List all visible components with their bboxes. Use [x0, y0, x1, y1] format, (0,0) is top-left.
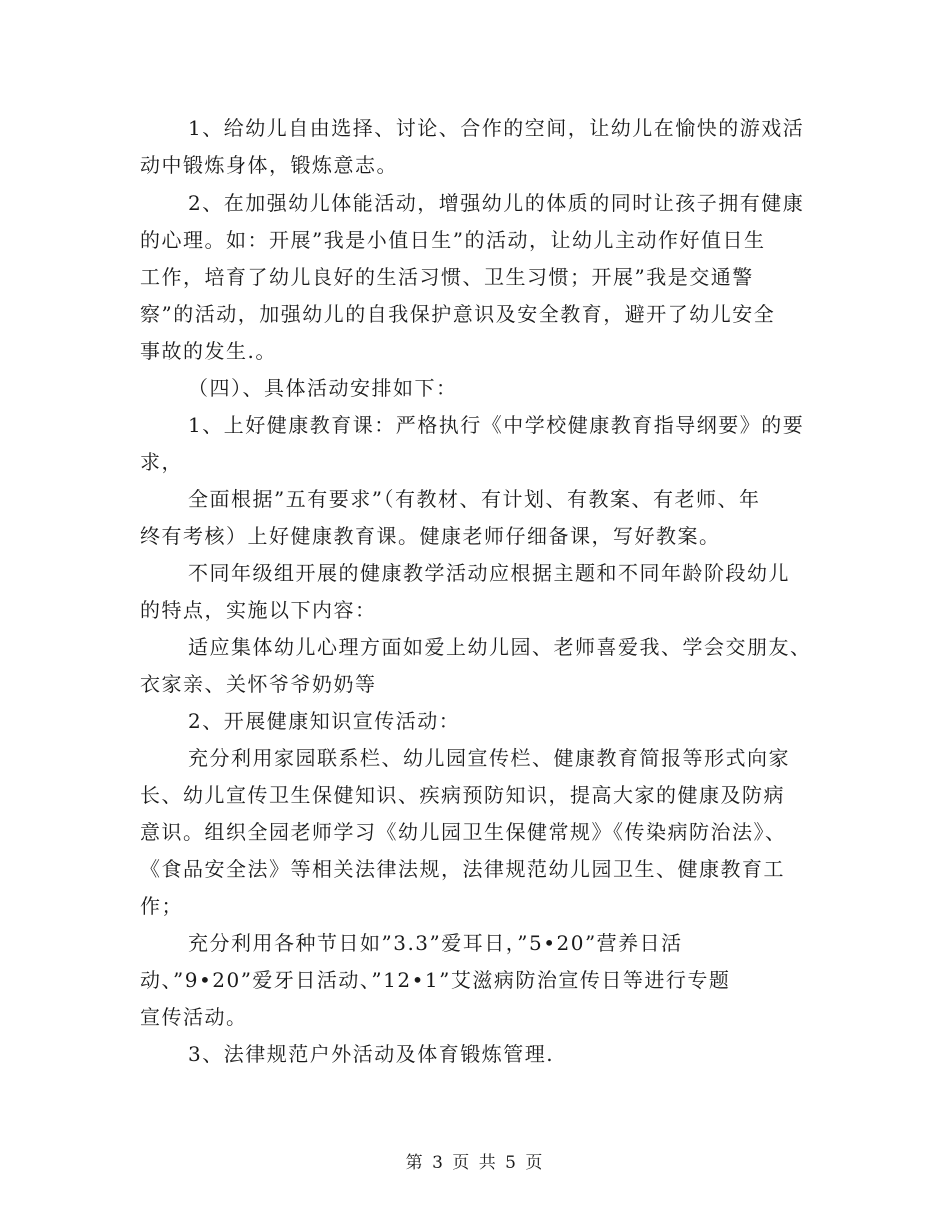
paragraph-line: 衣家亲、关怀爷爷奶奶等	[140, 672, 377, 696]
paragraph-line: 工作，培育了幼儿良好的生活习惯、卫生习惯；开展”我是交通警	[140, 265, 754, 289]
paragraph-line: 求，	[140, 450, 183, 474]
paragraph-line: 宣传活动。	[140, 1005, 248, 1029]
paragraph-line: 的特点，实施以下内容：	[140, 598, 377, 622]
paragraph-line: 意识。组织全园老师学习《幼儿园卫生保健常规》《传染病防治法》、	[140, 820, 787, 844]
paragraph-line: 的心理。如：开展”我是小值日生”的活动，让幼儿主动作好值日生	[140, 228, 766, 252]
paragraph-line: 3、法律规范户外活动及体育锻炼管理.	[188, 1042, 555, 1066]
paragraph-line: 长、幼儿宣传卫生保健知识、疾病预防知识，提高大家的健康及防病	[140, 783, 785, 807]
paragraph-line: 动中锻炼身体，锻炼意志。	[140, 153, 398, 177]
paragraph-line: 作；	[140, 894, 183, 918]
paragraph-line: 1、上好健康教育课：严格执行《中学校健康教育指导纲要》的要	[188, 413, 805, 437]
paragraph-line: 充分利用各种节日如”3.3”爱耳日，”5•20”营养日活	[188, 931, 683, 955]
section-heading: （四）、具体活动安排如下：	[188, 376, 458, 400]
page-number-footer: 第 3 页 共 5 页	[405, 1153, 545, 1173]
paragraph-line: 事故的发生.。	[140, 339, 277, 363]
paragraph-line: 2、在加强幼儿体能活动，增强幼儿的体质的同时让孩子拥有健康	[188, 191, 805, 215]
paragraph-line: 全面根据”五有要求”（有教材、有计划、有教案、有老师、年	[188, 487, 761, 511]
paragraph-line: 充分利用家园联系栏、幼儿园宣传栏、健康教育简报等形式向家	[188, 746, 790, 770]
paragraph-line: 适应集体幼儿心理方面如爱上幼儿园、老师喜爱我、学会交朋友、	[188, 635, 812, 659]
paragraph-line: 《食品安全法》等相关法律法规，法律规范幼儿园卫生、健康教育工	[140, 857, 785, 881]
paragraph-line: 2、开展健康知识宣传活动：	[188, 709, 461, 733]
paragraph-line: 不同年级组开展的健康教学活动应根据主题和不同年龄阶段幼儿	[188, 561, 790, 585]
paragraph-line: 动、”9•20”爱牙日活动、”12•1”艾滋病防治宣传日等进行专题	[140, 968, 731, 992]
paragraph-line: 1、给幼儿自由选择、讨论、合作的空间，让幼儿在愉快的游戏活	[188, 116, 805, 140]
paragraph-line: 察”的活动，加强幼儿的自我保护意识及安全教育，避开了幼儿安全	[140, 302, 776, 326]
paragraph-line: 终有考核）上好健康教育课。健康老师仔细备课，写好教案。	[140, 524, 721, 548]
